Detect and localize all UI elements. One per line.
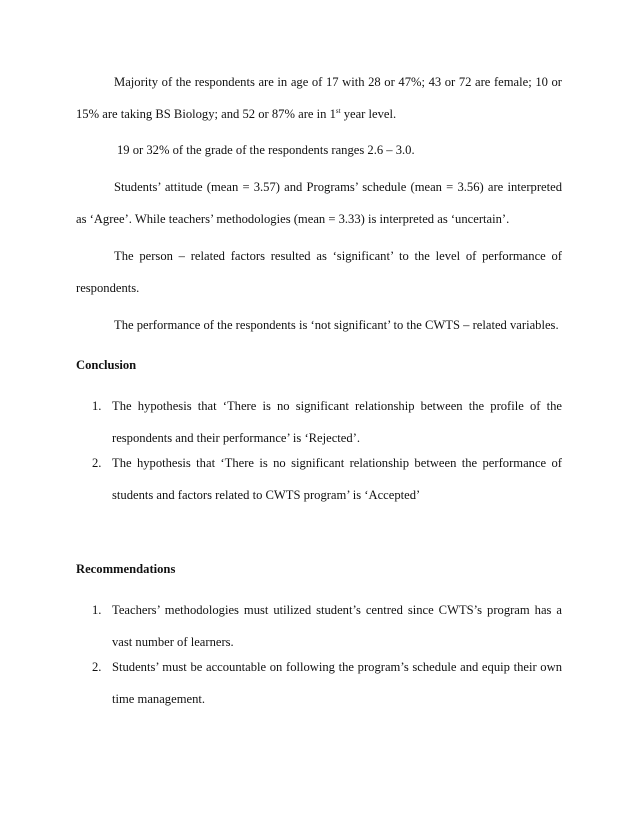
- conclusion-item-text: The hypothesis that ‘There is no significant relationship between the profile of the respondents and their performance’ is ‘Rejected’.: [112, 399, 562, 445]
- recommendation-item-text: Teachers’ methodologies must utilized student’s centred since CWTS’s program has a vast number of learners.: [112, 603, 562, 649]
- recommendation-item-2: [92, 651, 562, 715]
- finding-paragraph-3: [76, 171, 562, 235]
- finding-1-text: Majority of the respondents are in age of 17 with 28 or 47%; 43 or 72 are female; 10 or 15% are taking BS Biology; and 52 or 87% are in 1: [76, 75, 562, 121]
- finding-paragraph-1: [76, 66, 562, 130]
- conclusion-item-2: [92, 447, 562, 511]
- ordinal-superscript: st: [335, 106, 341, 115]
- conclusion-heading: Conclusion: [76, 358, 137, 372]
- conclusion-item-1: [92, 390, 562, 454]
- finding-2-text: 19 or 32% of the grade of the respondents ranges 2.6 – 3.0.: [117, 143, 415, 157]
- finding-paragraph-5: [76, 309, 562, 341]
- list-number: 2.: [92, 456, 102, 470]
- list-number: 1.: [92, 399, 102, 413]
- recommendation-item-text: Students’ must be accountable on following the program’s schedule and equip their own time management.: [112, 660, 562, 706]
- finding-3-text: Students’ attitude (mean = 3.57) and Programs’ schedule (mean = 3.56) are interpreted as ‘Agree’. While teachers’ methodologies (mean = 3.33) is interpreted as ‘uncertain’.: [76, 180, 562, 226]
- finding-paragraph-2: [76, 134, 562, 166]
- finding-paragraph-4: [76, 240, 562, 304]
- list-number: 1.: [92, 603, 102, 617]
- recommendations-heading: Recommendations: [76, 562, 176, 576]
- recommendation-item-1: [92, 594, 562, 658]
- list-number: 2.: [92, 660, 102, 674]
- finding-5-text: The performance of the respondents is ‘not significant’ to the CWTS – related variables.: [114, 318, 559, 332]
- finding-4-text: The person – related factors resulted as ‘significant’ to the level of performance of respondents.: [76, 249, 562, 295]
- conclusion-item-text: The hypothesis that ‘There is no significant relationship between the performance of students and factors related to CWTS program’ is ‘Accepted’: [112, 456, 562, 502]
- finding-1-text-end: year level.: [340, 107, 397, 121]
